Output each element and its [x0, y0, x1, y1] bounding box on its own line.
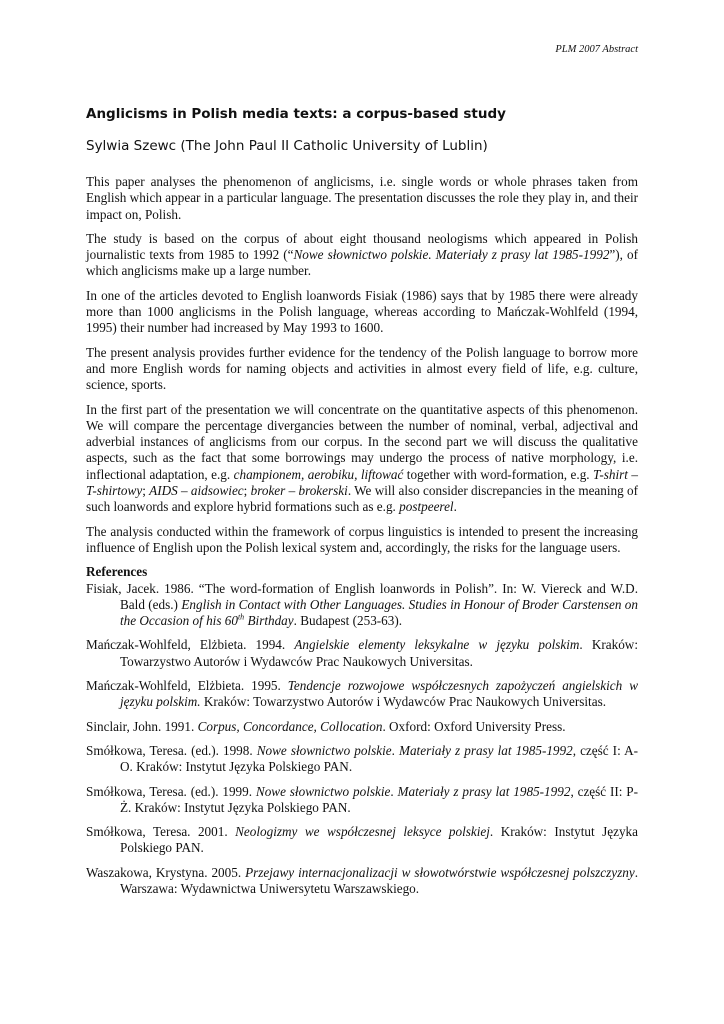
superscript: th — [237, 612, 245, 622]
italic-title: Nowe słownictwo polskie. Materiały z prasy lat 1985-1992 — [293, 247, 610, 263]
reference-item — [86, 865, 638, 898]
paragraph-4: The present analysis provides further evidence for the tendency of the Polish language to borrow more and more English words for naming objects and activities in almost every field of life, e.g. culture, science, sports. — [86, 344, 638, 393]
abstract-body — [86, 174, 638, 905]
italic-title: Tendencje rozwojowe współczesnych zapożyczeń angielskich w języku polskim. — [120, 678, 638, 710]
text-span: . Budapest (253-63). — [293, 613, 403, 629]
text-span: , część II: P-Ż. Kraków: Instytut Języka Polskiego PAN. — [120, 783, 639, 815]
author-line: Sylwia Szewc (The John Paul II Catholic University of Lublin) — [86, 138, 488, 154]
italic-example: T-shirt – T-shirtowy — [86, 466, 638, 499]
reference-item — [86, 581, 638, 630]
text-span: Sinclair, John. 1991. — [86, 718, 198, 734]
text-span: , część I: A-O. Kraków: Instytut Języka Polskiego PAN. — [120, 742, 638, 775]
italic-title: Corpus, Concordance, Collocation — [197, 718, 383, 734]
text-span: Waszakowa, Krystyna. 2005. — [86, 864, 246, 880]
reference-item — [86, 719, 638, 735]
text-span: ; — [243, 483, 251, 499]
text-span: ; — [142, 483, 150, 499]
reference-item — [86, 637, 638, 670]
text-span: Smółkowa, Teresa. (ed.). 1998. — [86, 742, 257, 758]
italic-title: Angielskie elementy leksykalne w języku polskim — [294, 637, 580, 653]
text-span: Smółkowa, Teresa. (ed.). 1999. — [86, 783, 256, 799]
text-span: Fisiak, Jacek. 1986. “The word-formation of English loanwords in Polish”. In: W. Viereck and W.D. Bald (eds.) — [86, 580, 638, 612]
reference-item — [86, 743, 638, 776]
text-span: Mańczak-Wohlfeld, Elżbieta. 1995. — [86, 678, 288, 694]
paper-title: Anglicisms in Polish media texts: a corpus-based study — [86, 106, 506, 122]
text-span: The study is based on the corpus of about eight thousand neologisms which appeared in Polish journalistic texts from 1985 to 1992 (“ — [86, 230, 638, 263]
paragraph-6: The analysis conducted within the framework of corpus linguistics is intended to present the increasing influence of English upon the Polish lexical system and, accordingly, the risks for the language users. — [86, 523, 638, 555]
text-span: . Kraków: Instytut Języka Polskiego PAN. — [120, 824, 638, 856]
text-span: . Kraków: Towarzystwo Autorów i Wydawców Prac Naukowych Universitas. — [120, 637, 638, 669]
reference-item — [86, 784, 638, 817]
italic-example: championem, aerobiku, liftować — [233, 466, 404, 482]
text-span: . — [390, 783, 398, 799]
text-span: ”), of which anglicisms make up a large number. — [86, 247, 639, 279]
running-header: PLM 2007 Abstract — [555, 44, 638, 55]
italic-title: Przejawy internacjonalizacji w słowotwórstwie współczesnej polszczyzny — [245, 864, 635, 880]
text-span: Kraków: Towarzystwo Autorów i Wydawców Prac Naukowych Universitas. — [200, 694, 607, 710]
text-span: . We will also consider discrepancies in the meaning of such loanwords and explore hybrid formations such as e.g. — [86, 483, 639, 515]
text-span: Smółkowa, Teresa. 2001. — [86, 824, 236, 840]
references-heading: References — [86, 564, 148, 580]
text-span: Birthday — [244, 613, 294, 629]
italic-title: Neologizmy we współczesnej leksyce polskiej — [235, 824, 490, 840]
reference-item — [86, 678, 638, 711]
text-span: Mańczak-Wohlfeld, Elżbieta. 1994. — [86, 637, 295, 653]
text-span: together with word-formation, e.g. — [403, 466, 594, 482]
italic-example: postpeerel — [399, 499, 454, 515]
text-span: . — [453, 499, 457, 515]
italic-example: broker – brokerski — [250, 483, 348, 499]
text-span: . Warszawa: Wydawnictwa Uniwersytetu Warszawskiego. — [120, 864, 638, 896]
text-span: . — [391, 742, 399, 758]
italic-title: Nowe słownictwo polskie — [255, 783, 391, 799]
italic-title: Nowe słownictwo polskie — [256, 742, 392, 758]
paragraph-5 — [86, 402, 638, 516]
paragraph-2 — [86, 231, 638, 280]
paragraph-1: This paper analyses the phenomenon of anglicisms, i.e. single words or whole phrases taken from English which appear in a particular language. The presentation discusses the role they play in, and their impact on, Polish. — [86, 174, 638, 222]
text-span: In the first part of the presentation we will concentrate on the quantitative aspects of this phenomenon. We will compare the percentage divergancies between the number of nominal, verbal, adjectival and adverbial instances of anglicisms from our corpus. In the second part we will discuss the qualitative aspects, such as the fact that some borrowings may undergo the process of native morphology, i.e. inflectional adaptation, e.g. — [86, 401, 638, 482]
reference-item — [86, 824, 638, 857]
text-span: English in Contact with Other Languages. Studies in Honour of Broder Carstensen on the Occasion of his 60 — [120, 596, 638, 629]
italic-example: AIDS – aidsowiec — [149, 483, 244, 499]
text-span: . Oxford: Oxford University Press. — [382, 718, 566, 734]
italic-title: Materiały z prasy lat 1985-1992 — [398, 742, 573, 758]
paragraph-3: In one of the articles devoted to English loanwords Fisiak (1986) says that by 1985 there were already more than 1000 anglicisms in the Polish language, whereas according to Mańczak-Wohlfeld (1994, 1995) their number had increased by May 1993 to 1600. — [86, 287, 638, 336]
italic-title: Materiały z prasy lat 1985-1992 — [397, 783, 571, 799]
